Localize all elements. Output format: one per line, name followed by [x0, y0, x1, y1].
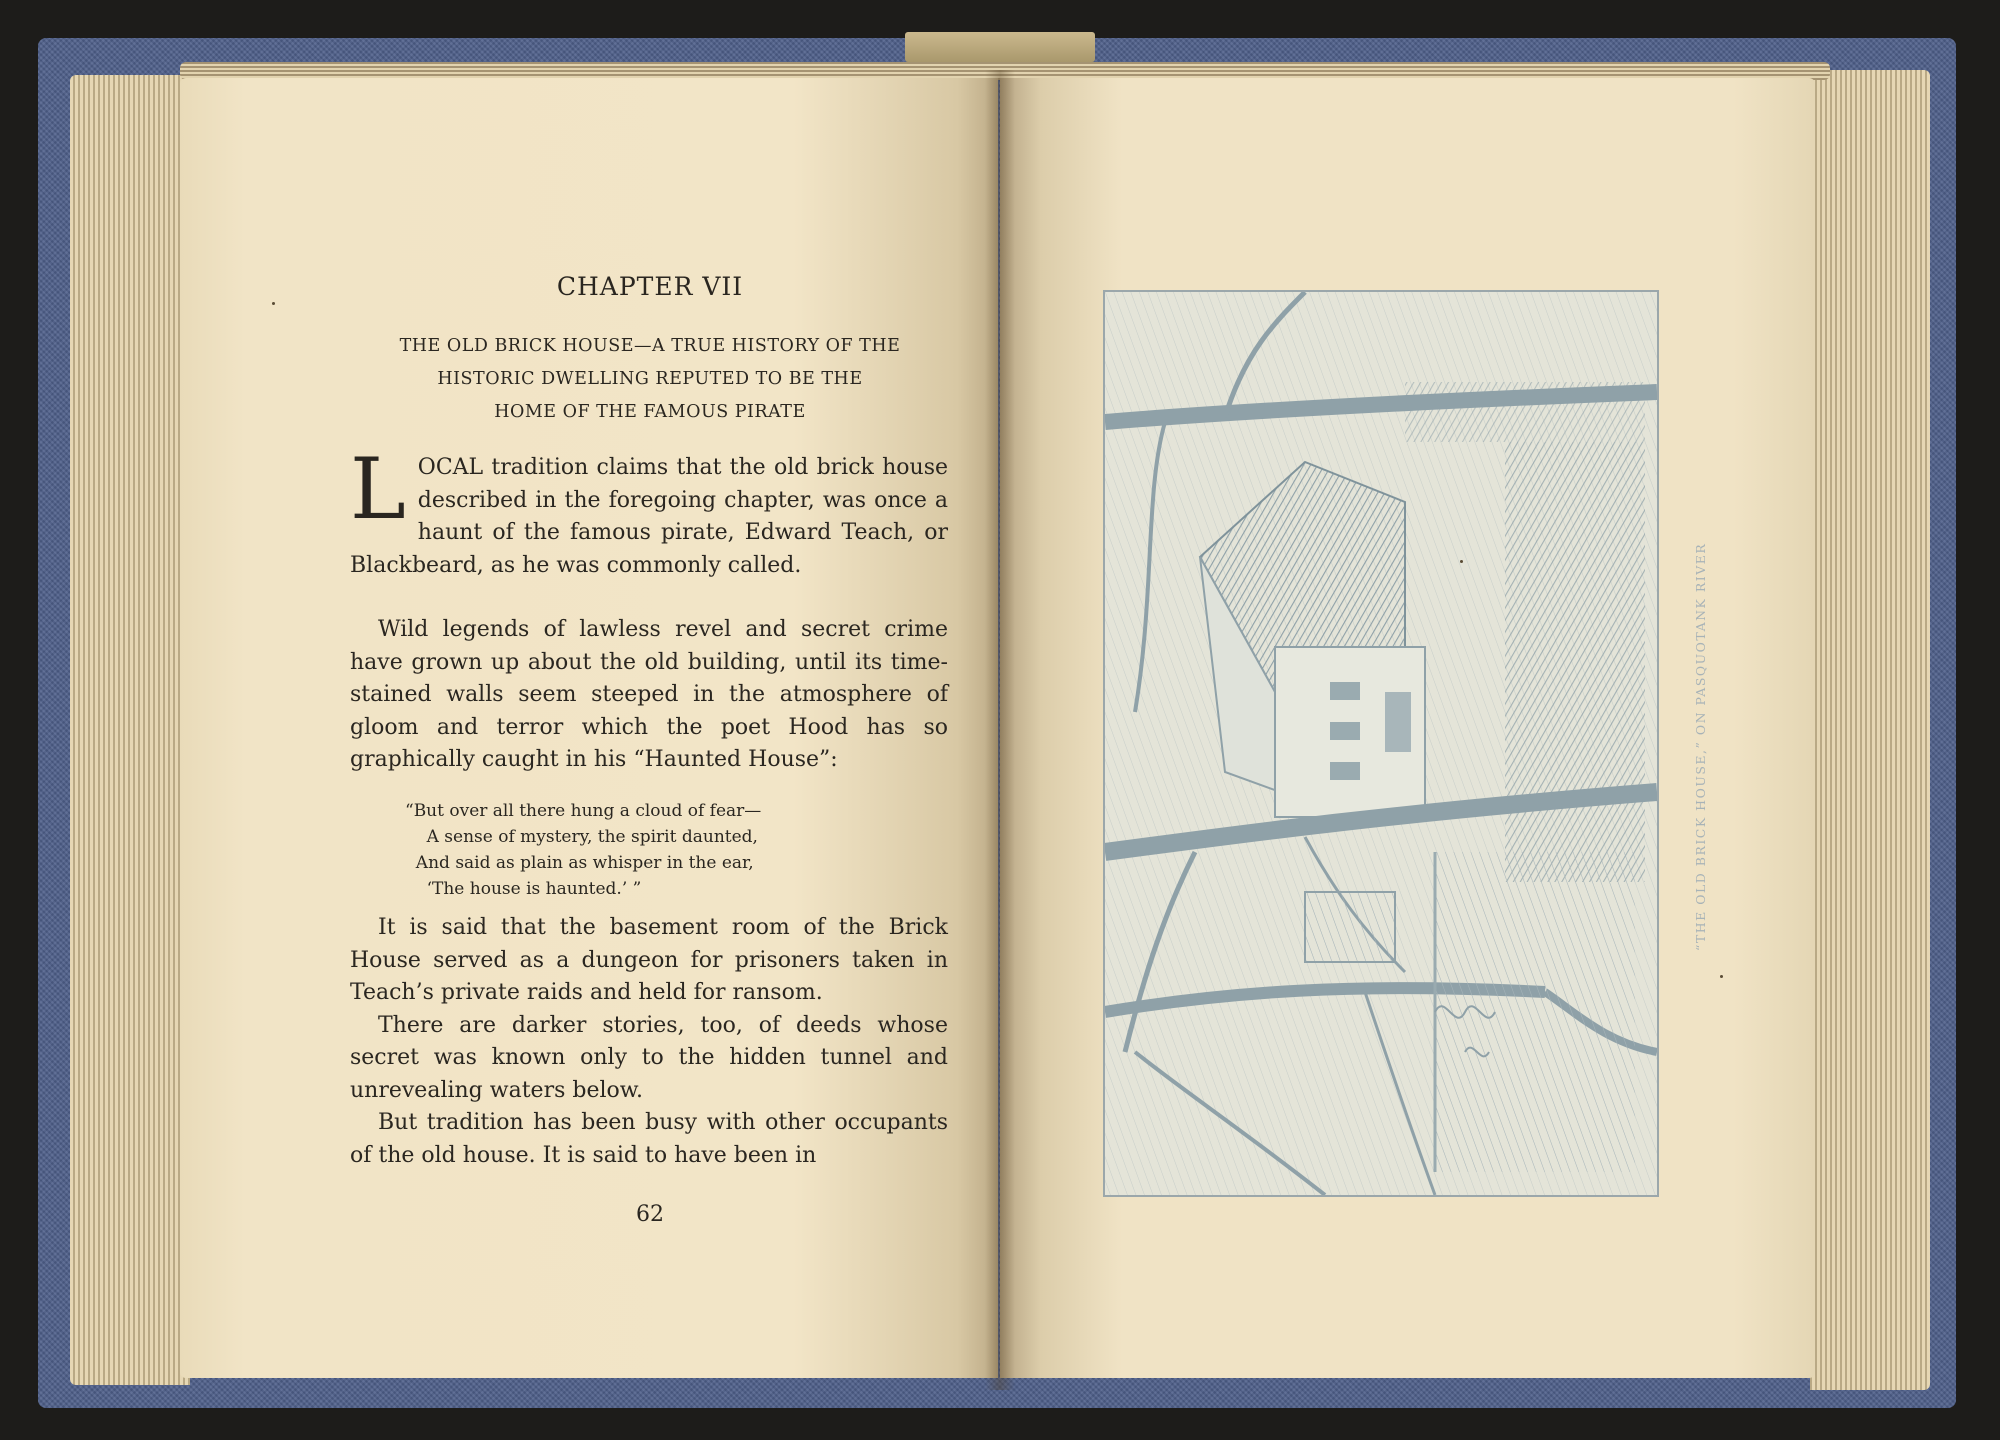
paragraph-5-text: But tradition has been busy with other occupants of the old house. It is said to have been in [350, 1110, 948, 1168]
subtitle-line: THE OLD BRICK HOUSE—A TRUE HISTORY OF THE [399, 336, 901, 356]
poem-line: A sense of mystery, the spirit daunted, [405, 827, 758, 847]
poem-line: “But over all there hung a cloud of fear— [405, 801, 762, 821]
chapter-subtitle [345, 330, 955, 429]
left-page-edges [70, 75, 190, 1385]
paragraph-3-text: It is said that the basement room of the Brick House served as a dungeon for prisoners taken in Teach’s private raids and held for ransom. [350, 915, 948, 1005]
plate-caption: “THE OLD BRICK HOUSE,” ON PASQUOTANK RIVER [1693, 542, 1708, 952]
paper-speck [1460, 560, 1463, 563]
paragraph-1-text: OCAL tradition claims that the old brick house described in the foregoing chapter, was once a haunt of the famous pirate, Edward Teach, or Blackbeard, as he was commonly called. [350, 455, 948, 578]
subtitle-line: HISTORIC DWELLING REPUTED TO BE THE [437, 369, 863, 389]
paragraph-2-text: Wild legends of lawless revel and secret crime have grown up about the old building, until its time-stained walls seem steeped in the atmosphere of gloom and terror which the poet Hood has so graphically caught in his “Haunted House”: [350, 617, 948, 772]
paragraph-2 [350, 614, 948, 777]
poem-line: ‘The house is haunted.’ ” [405, 879, 642, 899]
paper-speck [272, 302, 275, 305]
spine-binding-tape [905, 32, 1095, 62]
right-page-edges [1810, 70, 1930, 1390]
engraving-plate [1103, 290, 1659, 1197]
poem-quotation [405, 798, 925, 902]
page-number: 62 [636, 1202, 664, 1227]
poem-line: And said as plain as whisper in the ear, [405, 853, 754, 873]
chapter-heading: CHAPTER VII [556, 272, 744, 301]
subtitle-line: HOME OF THE FAMOUS PIRATE [494, 402, 806, 422]
paragraphs-3-to-5 [350, 912, 948, 1172]
book-gutter [985, 70, 1015, 1390]
paper-speck [1720, 975, 1723, 978]
house-engraving-illustration [1105, 292, 1657, 1195]
drop-cap: L [350, 440, 406, 538]
paragraph-1 [350, 440, 948, 582]
paragraph-4-text: There are darker stories, too, of deeds whose secret was known only to the hidden tunnel and unrevealing waters below. [350, 1012, 948, 1103]
